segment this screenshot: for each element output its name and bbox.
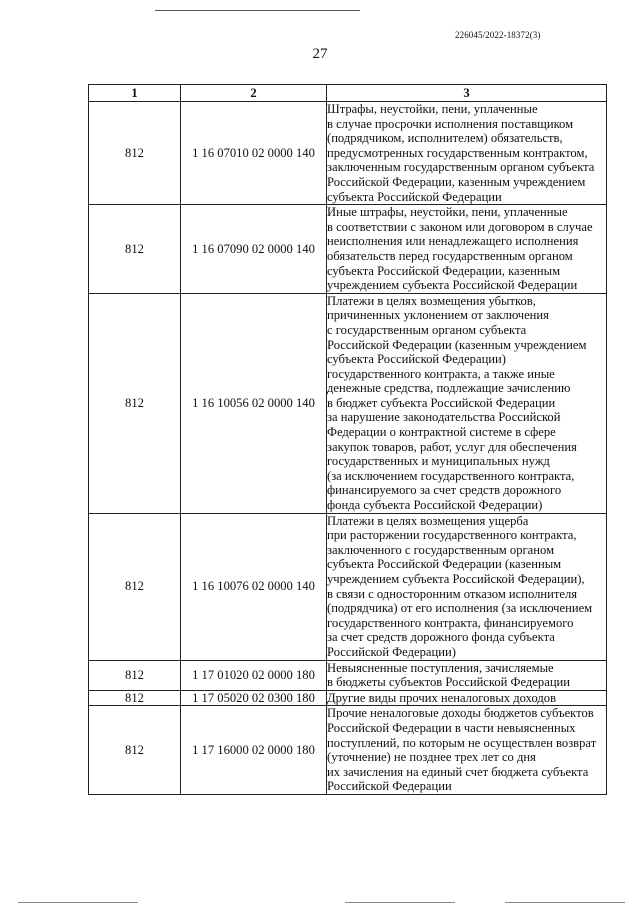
description-line: государственных и муниципальных нужд: [327, 454, 550, 469]
description-cell: [327, 205, 607, 294]
description-line: обязательств перед государственным органом: [327, 248, 573, 263]
description-line: Российской Федерации (казенным учреждением: [327, 337, 587, 352]
budget-code-cell: 1 16 10076 02 0000 140: [181, 513, 327, 660]
bottom-rule: [18, 902, 138, 903]
budget-code-cell: 1 16 10056 02 0000 140: [181, 293, 327, 513]
description-line: в случае просрочки исполнения поставщиком: [327, 116, 574, 131]
description-cell: [327, 706, 607, 795]
description-line: субъекта Российской Федерации): [327, 352, 506, 367]
description-line: (подрядчиком, исполнителем) обязательств,: [327, 131, 563, 146]
description-line: (за исключением государственного контракта,: [327, 468, 575, 483]
description-line: субъекта Российской Федерации, казенным: [327, 263, 561, 278]
description-line: Платежи в целях возмещения ущерба: [327, 513, 529, 528]
description-cell: [327, 690, 607, 706]
description-line: финансируемого за счет средств дорожного: [327, 483, 562, 498]
admin-code-cell: 812: [89, 690, 181, 706]
description-line: Иные штрафы, неустойки, пени, уплаченные: [327, 205, 568, 220]
description-cell: [327, 513, 607, 660]
admin-code-cell: 812: [89, 293, 181, 513]
description-line: неисполнения или ненадлежащего исполнения: [327, 234, 579, 249]
description-line: (подрядчика) от его исполнения (за исключением: [327, 601, 593, 616]
table-row: [89, 513, 607, 660]
description-line: Российской Федерации: [327, 779, 452, 794]
bottom-rule: [345, 902, 455, 903]
table-row: [89, 706, 607, 795]
budget-code-cell: 1 16 07090 02 0000 140: [181, 205, 327, 294]
description-line: субъекта Российской Федерации: [327, 189, 502, 204]
description-line: в бюджет субъекта Российской Федерации: [327, 395, 556, 410]
table-row: [89, 293, 607, 513]
table-row: [89, 205, 607, 294]
description-line: государственного контракта, а также иные: [327, 366, 555, 381]
bottom-rule: [505, 902, 625, 903]
description-line: Платежи в целях возмещения убытков,: [327, 293, 536, 308]
table-row: [89, 102, 607, 205]
admin-code-cell: 812: [89, 660, 181, 690]
top-rule: [155, 10, 360, 11]
description-line: Невыясненные поступления, зачисляемые: [327, 660, 554, 675]
description-line: Российской Федерации, казенным учреждением: [327, 174, 586, 189]
column-header-1: 1: [89, 85, 181, 102]
document-number: 226045/2022-18372(3): [455, 30, 541, 40]
description-line: Российской Федерации в части невыясненных: [327, 720, 576, 735]
description-line: в соответствии с законом или договором в случае: [327, 219, 593, 234]
budget-code-cell: 1 16 07010 02 0000 140: [181, 102, 327, 205]
table-header-row: [89, 85, 607, 102]
description-line: учреждением субъекта Российской Федерации: [327, 278, 578, 293]
description-cell: [327, 102, 607, 205]
budget-code-cell: 1 17 16000 02 0000 180: [181, 706, 327, 795]
description-line: причиненных уклонением от заключения: [327, 308, 549, 323]
description-line: (уточнение) не позднее трех лет со дня: [327, 750, 536, 765]
description-line: государственного контракта, финансируемого: [327, 615, 574, 630]
budget-code-cell: 1 17 01020 02 0000 180: [181, 660, 327, 690]
admin-code-cell: 812: [89, 102, 181, 205]
description-line: Прочие неналоговые доходы бюджетов субъектов: [327, 706, 594, 721]
description-line: субъекта Российской Федерации (казенным: [327, 557, 562, 572]
revenue-codes-table: [88, 84, 607, 795]
description-line: за нарушение законодательства Российской: [327, 410, 561, 425]
description-cell: [327, 293, 607, 513]
description-line: поступлений, по которым не осуществлен возврат: [327, 735, 597, 750]
table-row: [89, 660, 607, 690]
admin-code-cell: 812: [89, 205, 181, 294]
admin-code-cell: 812: [89, 513, 181, 660]
admin-code-cell: 812: [89, 706, 181, 795]
table-row: [89, 690, 607, 706]
page-number: 27: [312, 46, 328, 62]
description-line: заключенным государственным органом субъекта: [327, 160, 595, 175]
description-line: закупок товаров, работ, услуг для обеспечения: [327, 439, 577, 454]
column-header-3: 3: [327, 85, 607, 102]
description-line: учреждением субъекта Российской Федерации),: [327, 572, 585, 586]
description-line: денежные средства, подлежащие зачислению: [327, 381, 571, 396]
description-line: в бюджеты субъектов Российской Федерации: [327, 675, 571, 690]
description-line: Российской Федерации): [327, 644, 456, 659]
description-line: Другие виды прочих неналоговых доходов: [327, 690, 557, 705]
description-line: за счет средств дорожного фонда субъекта: [327, 630, 555, 645]
description-line: Федерации о контрактной системе в сфере: [327, 425, 556, 440]
description-line: их зачисления на единый счет бюджета субъекта: [327, 764, 589, 779]
description-line: при расторжении государственного контракта,: [327, 528, 577, 543]
budget-code-cell: 1 17 05020 02 0300 180: [181, 690, 327, 706]
description-line: Штрафы, неустойки, пени, уплаченные: [327, 102, 538, 116]
description-cell: [327, 660, 607, 690]
description-line: фонда субъекта Российской Федерации): [327, 498, 543, 513]
column-header-2: 2: [181, 85, 327, 102]
description-line: с государственным органом субъекта: [327, 322, 527, 337]
description-line: заключенного с государственным органом: [327, 542, 555, 557]
description-line: предусмотренных государственным контрактом,: [327, 145, 588, 160]
description-line: в связи с односторонним отказом исполнителя: [327, 586, 578, 601]
